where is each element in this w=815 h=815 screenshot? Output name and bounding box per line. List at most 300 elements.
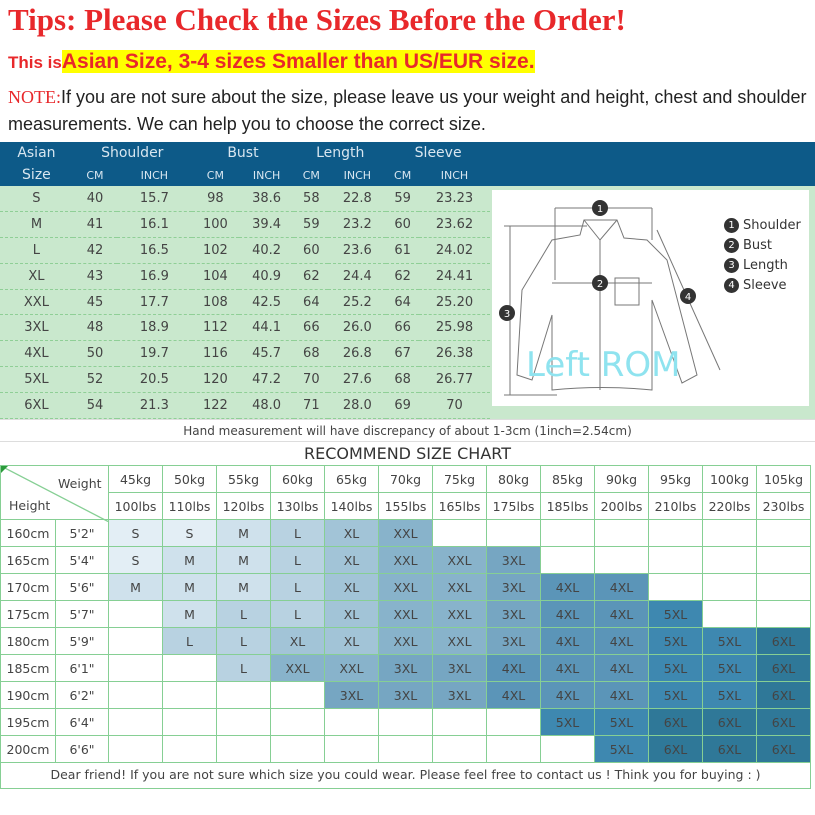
col-length: Length bbox=[316, 145, 365, 161]
measurement-value: 52 bbox=[73, 367, 117, 393]
recommend-row bbox=[1, 574, 811, 601]
measurement-value: 42 bbox=[73, 238, 117, 264]
measurement-value: 25.20 bbox=[419, 289, 490, 315]
recommended-size bbox=[271, 709, 325, 736]
number-badge-icon: 4 bbox=[724, 278, 739, 293]
legend-item bbox=[724, 216, 801, 236]
recommended-size bbox=[163, 709, 217, 736]
measurement-value: 70 bbox=[419, 392, 490, 418]
recommended-size: L bbox=[271, 574, 325, 601]
asian-size-line bbox=[8, 50, 535, 74]
measurement-value: 62 bbox=[386, 263, 419, 289]
recommended-size bbox=[487, 520, 541, 547]
legend-item bbox=[724, 276, 801, 296]
measurement-value: 104 bbox=[192, 263, 239, 289]
recommended-size bbox=[433, 709, 487, 736]
recommend-row bbox=[1, 601, 811, 628]
measurement-value: 43 bbox=[73, 263, 117, 289]
measurement-value: 23.2 bbox=[328, 212, 386, 238]
legend-label: Bust bbox=[743, 238, 773, 253]
recommended-size bbox=[163, 736, 217, 763]
recommended-size: XXL bbox=[433, 547, 487, 574]
measurement-value: 27.6 bbox=[328, 367, 386, 393]
recommended-size bbox=[703, 547, 757, 574]
recommended-size bbox=[757, 547, 811, 574]
measurement-value: 26.8 bbox=[328, 341, 386, 367]
recommended-size bbox=[703, 574, 757, 601]
recommend-row bbox=[1, 736, 811, 763]
measurement-value: 19.7 bbox=[117, 341, 192, 367]
measurement-value: 100 bbox=[192, 212, 239, 238]
recommended-size bbox=[703, 601, 757, 628]
recommended-size: S bbox=[163, 520, 217, 547]
recommended-size: XXL bbox=[433, 628, 487, 655]
height-ft: 6'2" bbox=[56, 682, 109, 709]
number-badge-icon: 2 bbox=[724, 238, 739, 253]
measurement-value: 40.2 bbox=[239, 238, 294, 264]
measurement-value: 59 bbox=[386, 186, 419, 212]
recommended-size: 4XL bbox=[541, 628, 595, 655]
measurement-value: 48 bbox=[73, 315, 117, 341]
recommended-size bbox=[109, 655, 163, 682]
recommended-size: XXL bbox=[379, 547, 433, 574]
weight-kg: 55kg bbox=[217, 466, 271, 493]
measurement-value: 15.7 bbox=[117, 186, 192, 212]
measurement-value: 69 bbox=[386, 392, 419, 418]
size-label: S bbox=[0, 186, 73, 212]
measurement-value: 16.1 bbox=[117, 212, 192, 238]
measurement-value: 50 bbox=[73, 341, 117, 367]
measurement-value: 116 bbox=[192, 341, 239, 367]
size-label: 6XL bbox=[0, 392, 73, 418]
recommended-size: S bbox=[109, 520, 163, 547]
size-table bbox=[0, 142, 490, 419]
measurement-value: 40 bbox=[73, 186, 117, 212]
height-ft: 5'9" bbox=[56, 628, 109, 655]
measurement-value: 60 bbox=[294, 238, 328, 264]
recommended-size: 3XL bbox=[487, 601, 541, 628]
note-paragraph bbox=[8, 84, 813, 138]
recommended-size: XL bbox=[325, 574, 379, 601]
weight-kg: 100kg bbox=[703, 466, 757, 493]
weight-lbs: 110lbs bbox=[163, 493, 217, 520]
weight-kg: 60kg bbox=[271, 466, 325, 493]
recommend-row bbox=[1, 682, 811, 709]
weight-lbs: 120lbs bbox=[217, 493, 271, 520]
height-cm: 175cm bbox=[1, 601, 56, 628]
measurement-value: 61 bbox=[386, 238, 419, 264]
unit-cm: CM bbox=[86, 168, 104, 182]
recommended-size bbox=[757, 574, 811, 601]
recommended-size: 4XL bbox=[541, 574, 595, 601]
height-ft: 5'2" bbox=[56, 520, 109, 547]
recommended-size: 6XL bbox=[649, 709, 703, 736]
recommend-row bbox=[1, 655, 811, 682]
measurement-value: 67 bbox=[386, 341, 419, 367]
this-is-text: This is bbox=[8, 53, 62, 72]
recommended-size bbox=[109, 628, 163, 655]
legend-item bbox=[724, 236, 801, 256]
recommended-size bbox=[379, 736, 433, 763]
measurement-value: 47.2 bbox=[239, 367, 294, 393]
recommended-size bbox=[325, 709, 379, 736]
weight-kg: 70kg bbox=[379, 466, 433, 493]
watermark: Left ROM bbox=[526, 345, 681, 385]
recommended-size: XXL bbox=[325, 655, 379, 682]
recommended-size: 6XL bbox=[703, 736, 757, 763]
height-label: Height bbox=[9, 498, 51, 513]
recommended-size: 4XL bbox=[541, 682, 595, 709]
height-cm: 195cm bbox=[1, 709, 56, 736]
recommended-size: 3XL bbox=[325, 682, 379, 709]
height-ft: 5'6" bbox=[56, 574, 109, 601]
recommended-size bbox=[757, 520, 811, 547]
recommended-size: 5XL bbox=[649, 601, 703, 628]
col-asian: Asian bbox=[17, 145, 56, 161]
size-row bbox=[0, 238, 490, 264]
measurement-value: 24.41 bbox=[419, 263, 490, 289]
recommended-size: 4XL bbox=[595, 574, 649, 601]
recommended-size: L bbox=[217, 655, 271, 682]
recommended-size: 3XL bbox=[433, 655, 487, 682]
measurement-value: 102 bbox=[192, 238, 239, 264]
size-label: L bbox=[0, 238, 73, 264]
measurement-value: 44.1 bbox=[239, 315, 294, 341]
recommended-size: M bbox=[163, 547, 217, 574]
recommended-size: 4XL bbox=[595, 628, 649, 655]
measurement-value: 17.7 bbox=[117, 289, 192, 315]
shirt-illustration bbox=[492, 190, 722, 406]
measurement-value: 42.5 bbox=[239, 289, 294, 315]
unit-cm: CM bbox=[206, 168, 224, 182]
recommended-size: L bbox=[271, 520, 325, 547]
recommend-row bbox=[1, 628, 811, 655]
weight-lbs: 230lbs bbox=[757, 493, 811, 520]
recommended-size: 6XL bbox=[757, 736, 811, 763]
weight-kg: 65kg bbox=[325, 466, 379, 493]
measurement-value: 40.9 bbox=[239, 263, 294, 289]
measurement-value: 71 bbox=[294, 392, 328, 418]
unit-inch: INCH bbox=[440, 168, 469, 182]
measurement-value: 22.8 bbox=[328, 186, 386, 212]
measurement-value: 54 bbox=[73, 392, 117, 418]
measurement-value: 25.2 bbox=[328, 289, 386, 315]
recommended-size bbox=[217, 709, 271, 736]
hand-measurement-note: Hand measurement will have discrepancy of about 1-3cm (1inch=2.54cm) bbox=[0, 419, 815, 442]
recommended-size bbox=[109, 682, 163, 709]
recommended-size: 3XL bbox=[487, 628, 541, 655]
recommended-size: XXL bbox=[433, 574, 487, 601]
recommended-size: XXL bbox=[433, 601, 487, 628]
recommend-row bbox=[1, 709, 811, 736]
height-cm: 165cm bbox=[1, 547, 56, 574]
legend-label: Length bbox=[743, 258, 788, 273]
unit-cm: CM bbox=[394, 168, 412, 182]
recommended-size: 6XL bbox=[757, 655, 811, 682]
recommended-size bbox=[433, 520, 487, 547]
recommended-size: 4XL bbox=[487, 655, 541, 682]
recommended-size bbox=[757, 601, 811, 628]
measurement-value: 70 bbox=[294, 367, 328, 393]
recommended-size: 5XL bbox=[595, 736, 649, 763]
recommend-row bbox=[1, 547, 811, 574]
legend-item bbox=[724, 256, 801, 276]
recommended-size: 6XL bbox=[757, 709, 811, 736]
size-row bbox=[0, 367, 490, 393]
measurement-value: 24.4 bbox=[328, 263, 386, 289]
recommended-size: 6XL bbox=[757, 682, 811, 709]
recommended-size: 5XL bbox=[649, 655, 703, 682]
measurement-value: 62 bbox=[294, 263, 328, 289]
size-row bbox=[0, 289, 490, 315]
measurement-value: 23.23 bbox=[419, 186, 490, 212]
size-row bbox=[0, 315, 490, 341]
recommended-size: 4XL bbox=[541, 655, 595, 682]
height-ft: 6'6" bbox=[56, 736, 109, 763]
measurement-value: 25.98 bbox=[419, 315, 490, 341]
recommended-size bbox=[109, 736, 163, 763]
recommended-size: 6XL bbox=[649, 736, 703, 763]
measurement-value: 68 bbox=[386, 367, 419, 393]
weight-kg: 45kg bbox=[109, 466, 163, 493]
recommended-size: 3XL bbox=[379, 682, 433, 709]
recommended-size bbox=[271, 736, 325, 763]
recommended-size: 5XL bbox=[703, 682, 757, 709]
weight-lbs: 130lbs bbox=[271, 493, 325, 520]
recommended-size: 3XL bbox=[433, 682, 487, 709]
recommended-size: 5XL bbox=[595, 709, 649, 736]
measurement-value: 16.9 bbox=[117, 263, 192, 289]
measurement-value: 45 bbox=[73, 289, 117, 315]
recommended-size bbox=[649, 574, 703, 601]
height-ft: 5'4" bbox=[56, 547, 109, 574]
height-ft: 6'4" bbox=[56, 709, 109, 736]
legend-label: Shoulder bbox=[743, 218, 801, 233]
measurement-value: 68 bbox=[294, 341, 328, 367]
size-row bbox=[0, 392, 490, 418]
col-sleeve: Sleeve bbox=[414, 145, 462, 161]
recommended-size bbox=[541, 736, 595, 763]
recommend-size-table bbox=[0, 465, 811, 763]
legend-label: Sleeve bbox=[743, 278, 787, 293]
recommended-size: XL bbox=[325, 601, 379, 628]
recommended-size: 4XL bbox=[595, 601, 649, 628]
recommended-size: M bbox=[163, 601, 217, 628]
recommended-size: M bbox=[217, 547, 271, 574]
recommended-size: XXL bbox=[379, 601, 433, 628]
recommended-size: 5XL bbox=[703, 655, 757, 682]
measurement-value: 64 bbox=[294, 289, 328, 315]
weight-lbs: 220lbs bbox=[703, 493, 757, 520]
recommended-size bbox=[379, 709, 433, 736]
height-cm: 185cm bbox=[1, 655, 56, 682]
size-row bbox=[0, 263, 490, 289]
recommended-size: 6XL bbox=[757, 628, 811, 655]
size-label: 3XL bbox=[0, 315, 73, 341]
recommended-size bbox=[649, 520, 703, 547]
measurement-value: 60 bbox=[386, 212, 419, 238]
measurement-value: 41 bbox=[73, 212, 117, 238]
recommended-size bbox=[487, 709, 541, 736]
recommended-size: 3XL bbox=[487, 574, 541, 601]
measurement-value: 64 bbox=[386, 289, 419, 315]
measurement-value: 66 bbox=[294, 315, 328, 341]
weight-kg: 80kg bbox=[487, 466, 541, 493]
measurement-value: 45.7 bbox=[239, 341, 294, 367]
measurement-value: 59 bbox=[294, 212, 328, 238]
recommended-size: 5XL bbox=[649, 628, 703, 655]
recommended-size bbox=[433, 736, 487, 763]
marker-3: 3 bbox=[503, 309, 511, 320]
unit-inch: INCH bbox=[140, 168, 169, 182]
recommended-size bbox=[163, 682, 217, 709]
measurement-value: 28.0 bbox=[328, 392, 386, 418]
unit-inch: INCH bbox=[343, 168, 372, 182]
recommended-size: XXL bbox=[379, 520, 433, 547]
diagonal-divider bbox=[1, 466, 109, 522]
recommended-size: XL bbox=[325, 547, 379, 574]
recommend-row bbox=[1, 520, 811, 547]
col-bust: Bust bbox=[227, 145, 259, 161]
size-row bbox=[0, 341, 490, 367]
weight-lbs: 175lbs bbox=[487, 493, 541, 520]
tips-heading: Tips: Please Check the Sizes Before the Order! bbox=[8, 2, 626, 37]
recommended-size bbox=[595, 547, 649, 574]
recommended-size: M bbox=[217, 520, 271, 547]
recommend-section bbox=[0, 465, 811, 789]
measurement-value: 26.77 bbox=[419, 367, 490, 393]
measurement-value: 108 bbox=[192, 289, 239, 315]
measurement-value: 66 bbox=[386, 315, 419, 341]
note-label: NOTE: bbox=[8, 87, 61, 107]
measurement-value: 23.62 bbox=[419, 212, 490, 238]
unit-inch: INCH bbox=[252, 168, 281, 182]
weight-height-corner bbox=[1, 466, 109, 520]
size-row bbox=[0, 212, 490, 238]
height-cm: 160cm bbox=[1, 520, 56, 547]
measurement-value: 38.6 bbox=[239, 186, 294, 212]
recommended-size: 5XL bbox=[649, 682, 703, 709]
measurement-value: 98 bbox=[192, 186, 239, 212]
shirt-diagram bbox=[492, 190, 809, 406]
size-label: 4XL bbox=[0, 341, 73, 367]
recommended-size bbox=[217, 682, 271, 709]
size-label: 5XL bbox=[0, 367, 73, 393]
recommended-size bbox=[487, 736, 541, 763]
recommended-size bbox=[217, 736, 271, 763]
height-ft: 6'1" bbox=[56, 655, 109, 682]
recommended-size: 4XL bbox=[595, 682, 649, 709]
recommended-size: XL bbox=[271, 628, 325, 655]
marker-4: 4 bbox=[684, 292, 692, 303]
recommended-size bbox=[541, 520, 595, 547]
weight-kg: 90kg bbox=[595, 466, 649, 493]
weight-lbs: 200lbs bbox=[595, 493, 649, 520]
measurement-value: 58 bbox=[294, 186, 328, 212]
recommended-size: M bbox=[217, 574, 271, 601]
weight-kg: 85kg bbox=[541, 466, 595, 493]
recommended-size bbox=[325, 736, 379, 763]
size-table-section bbox=[0, 142, 815, 419]
height-cm: 200cm bbox=[1, 736, 56, 763]
recommended-size: 4XL bbox=[487, 682, 541, 709]
measurement-value: 16.5 bbox=[117, 238, 192, 264]
recommended-size: 3XL bbox=[379, 655, 433, 682]
recommended-size bbox=[109, 601, 163, 628]
number-badge-icon: 3 bbox=[724, 258, 739, 273]
weight-lbs: 155lbs bbox=[379, 493, 433, 520]
recommended-size: L bbox=[271, 547, 325, 574]
size-label: M bbox=[0, 212, 73, 238]
measurement-value: 39.4 bbox=[239, 212, 294, 238]
height-cm: 170cm bbox=[1, 574, 56, 601]
number-badge-icon: 1 bbox=[724, 218, 739, 233]
recommended-size: S bbox=[109, 547, 163, 574]
col-size: Size bbox=[22, 167, 51, 183]
recommended-size: M bbox=[163, 574, 217, 601]
recommended-size: M bbox=[109, 574, 163, 601]
footer-note: Dear friend! If you are not sure which size you could wear. Please feel free to contact us ! Think you for buying : ) bbox=[0, 763, 811, 789]
note-text: If you are not sure about the size, please leave us your weight and height, chest and shoulder measurements. We can help you to choose the correct size. bbox=[8, 87, 807, 134]
recommended-size: XL bbox=[325, 520, 379, 547]
weight-lbs: 210lbs bbox=[649, 493, 703, 520]
measurement-value: 18.9 bbox=[117, 315, 192, 341]
recommended-size: XXL bbox=[271, 655, 325, 682]
recommended-size: XXL bbox=[379, 628, 433, 655]
recommended-size: L bbox=[217, 628, 271, 655]
measurement-value: 24.02 bbox=[419, 238, 490, 264]
measurement-value: 112 bbox=[192, 315, 239, 341]
weight-kg: 50kg bbox=[163, 466, 217, 493]
weight-kg: 105kg bbox=[757, 466, 811, 493]
recommended-size bbox=[541, 547, 595, 574]
recommended-size: XXL bbox=[379, 574, 433, 601]
col-shoulder: Shoulder bbox=[101, 145, 164, 161]
recommended-size: 4XL bbox=[595, 655, 649, 682]
size-row bbox=[0, 186, 490, 212]
size-label: XL bbox=[0, 263, 73, 289]
recommended-size bbox=[649, 547, 703, 574]
weight-lbs: 100lbs bbox=[109, 493, 163, 520]
height-ft: 5'7" bbox=[56, 601, 109, 628]
recommended-size bbox=[703, 520, 757, 547]
weight-kg: 95kg bbox=[649, 466, 703, 493]
weight-kg: 75kg bbox=[433, 466, 487, 493]
measurement-value: 26.0 bbox=[328, 315, 386, 341]
measurement-value: 20.5 bbox=[117, 367, 192, 393]
recommended-size bbox=[271, 682, 325, 709]
weight-lbs: 185lbs bbox=[541, 493, 595, 520]
measurement-value: 122 bbox=[192, 392, 239, 418]
weight-label: Weight bbox=[58, 476, 102, 491]
recommended-size bbox=[595, 520, 649, 547]
asian-size-note: Asian Size, 3-4 sizes Smaller than US/EUR size. bbox=[61, 50, 535, 73]
recommended-size bbox=[109, 709, 163, 736]
recommended-size: L bbox=[217, 601, 271, 628]
recommended-size: 5XL bbox=[541, 709, 595, 736]
measurement-value: 120 bbox=[192, 367, 239, 393]
measurement-legend bbox=[724, 216, 801, 296]
measurement-value: 23.6 bbox=[328, 238, 386, 264]
recommended-size: 5XL bbox=[703, 628, 757, 655]
weight-lbs: 140lbs bbox=[325, 493, 379, 520]
recommended-size: L bbox=[163, 628, 217, 655]
height-cm: 180cm bbox=[1, 628, 56, 655]
marker-1: 1 bbox=[596, 204, 604, 215]
recommended-size: L bbox=[271, 601, 325, 628]
recommended-size: 4XL bbox=[541, 601, 595, 628]
recommended-size: 3XL bbox=[487, 547, 541, 574]
